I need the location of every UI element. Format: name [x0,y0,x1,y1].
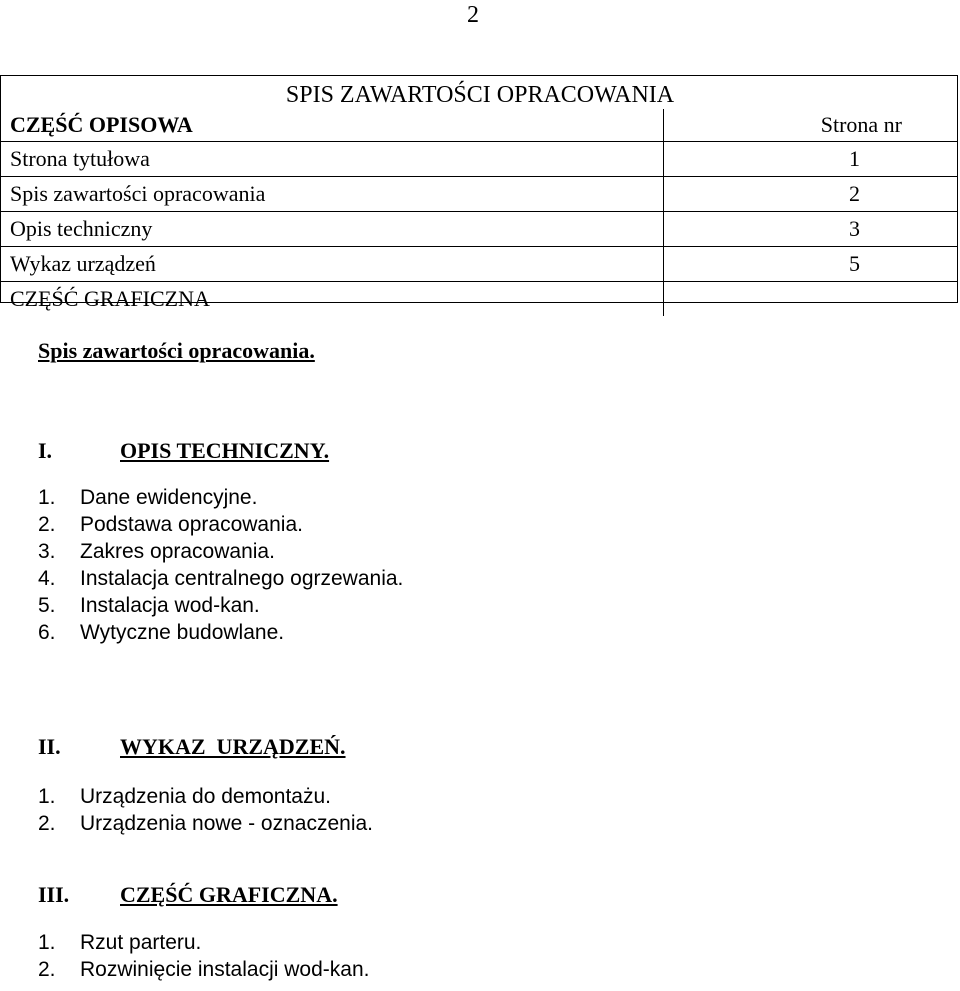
list-item [38,592,403,619]
list-item [38,929,369,956]
toc-title-text: SPIS ZAWARTOŚCI OPRACOWANIA [285,82,675,108]
section-title: OPIS TECHNICZNY. [120,438,330,463]
item-text: Instalacja wod-kan. [80,594,260,617]
section-heading-3 [38,880,338,910]
toc-row-page: 3 [664,212,959,247]
list-item [38,565,403,592]
item-number: 2. [38,958,56,981]
section-title: WYKAZ URZĄDZEŃ. [120,734,346,759]
section-title: CZĘŚĆ GRAFICZNA. [120,882,338,907]
toc-row [0,282,958,317]
item-text: Dane ewidencyjne. [80,486,258,509]
section-list-2 [38,783,373,837]
toc-row [0,109,958,142]
section-roman: III. [38,882,70,907]
toc-row-label: Strona tytułowa [0,142,664,177]
toc-row-label: Opis techniczny [0,212,664,247]
toc-row-page: 1 [664,142,959,177]
list-item [38,538,403,565]
toc-row [0,142,958,177]
toc-row-label: CZĘŚĆ OPISOWA [0,109,664,142]
item-number: 1. [38,931,56,954]
toc-title [0,80,960,110]
toc-row [0,177,958,212]
toc-row-label: Wykaz urządzeń [0,247,664,282]
toc-row [0,247,958,282]
item-number: 4. [38,567,56,590]
item-text: Urządzenia do demontażu. [80,785,331,808]
list-item [38,511,403,538]
item-text: Wytyczne budowlane. [80,621,285,644]
section-heading-2 [38,732,346,762]
section-roman: I. [38,438,53,463]
contents-title: Spis zawartości opracowania. [38,338,315,363]
list-item [38,619,403,646]
toc-row-label: CZĘŚĆ GRAFICZNA [10,286,210,311]
toc-row [0,212,958,247]
section-roman: II. [38,734,61,759]
list-item [38,956,369,983]
item-text: Rozwinięcie instalacji wod-kan. [80,958,370,981]
toc-row-page: 5 [664,247,959,282]
toc-row-label: Spis zawartości opracowania [0,177,664,212]
item-text: Rzut parteru. [80,931,202,954]
section-list-3 [38,929,369,983]
item-number: 1. [38,785,56,808]
toc-row-page: 2 [664,177,959,212]
item-number: 3. [38,540,56,563]
item-number: 2. [38,812,56,835]
toc-table [0,109,958,316]
item-number: 5. [38,594,56,617]
item-text: Podstawa opracowania. [80,513,303,536]
list-item [38,810,373,837]
list-item [38,783,373,810]
list-item [38,484,403,511]
item-number: 2. [38,513,56,536]
section-heading-1 [38,436,329,466]
toc-row-page: Strona nr [664,109,959,142]
toc-row-page [664,282,959,317]
section-list-1 [38,484,403,646]
item-text: Zakres opracowania. [80,540,275,563]
page-number: 2 [467,2,479,28]
item-number: 1. [38,486,56,509]
item-number: 6. [38,621,56,644]
item-text: Urządzenia nowe - oznaczenia. [80,812,373,835]
item-text: Instalacja centralnego ogrzewania. [80,567,404,590]
